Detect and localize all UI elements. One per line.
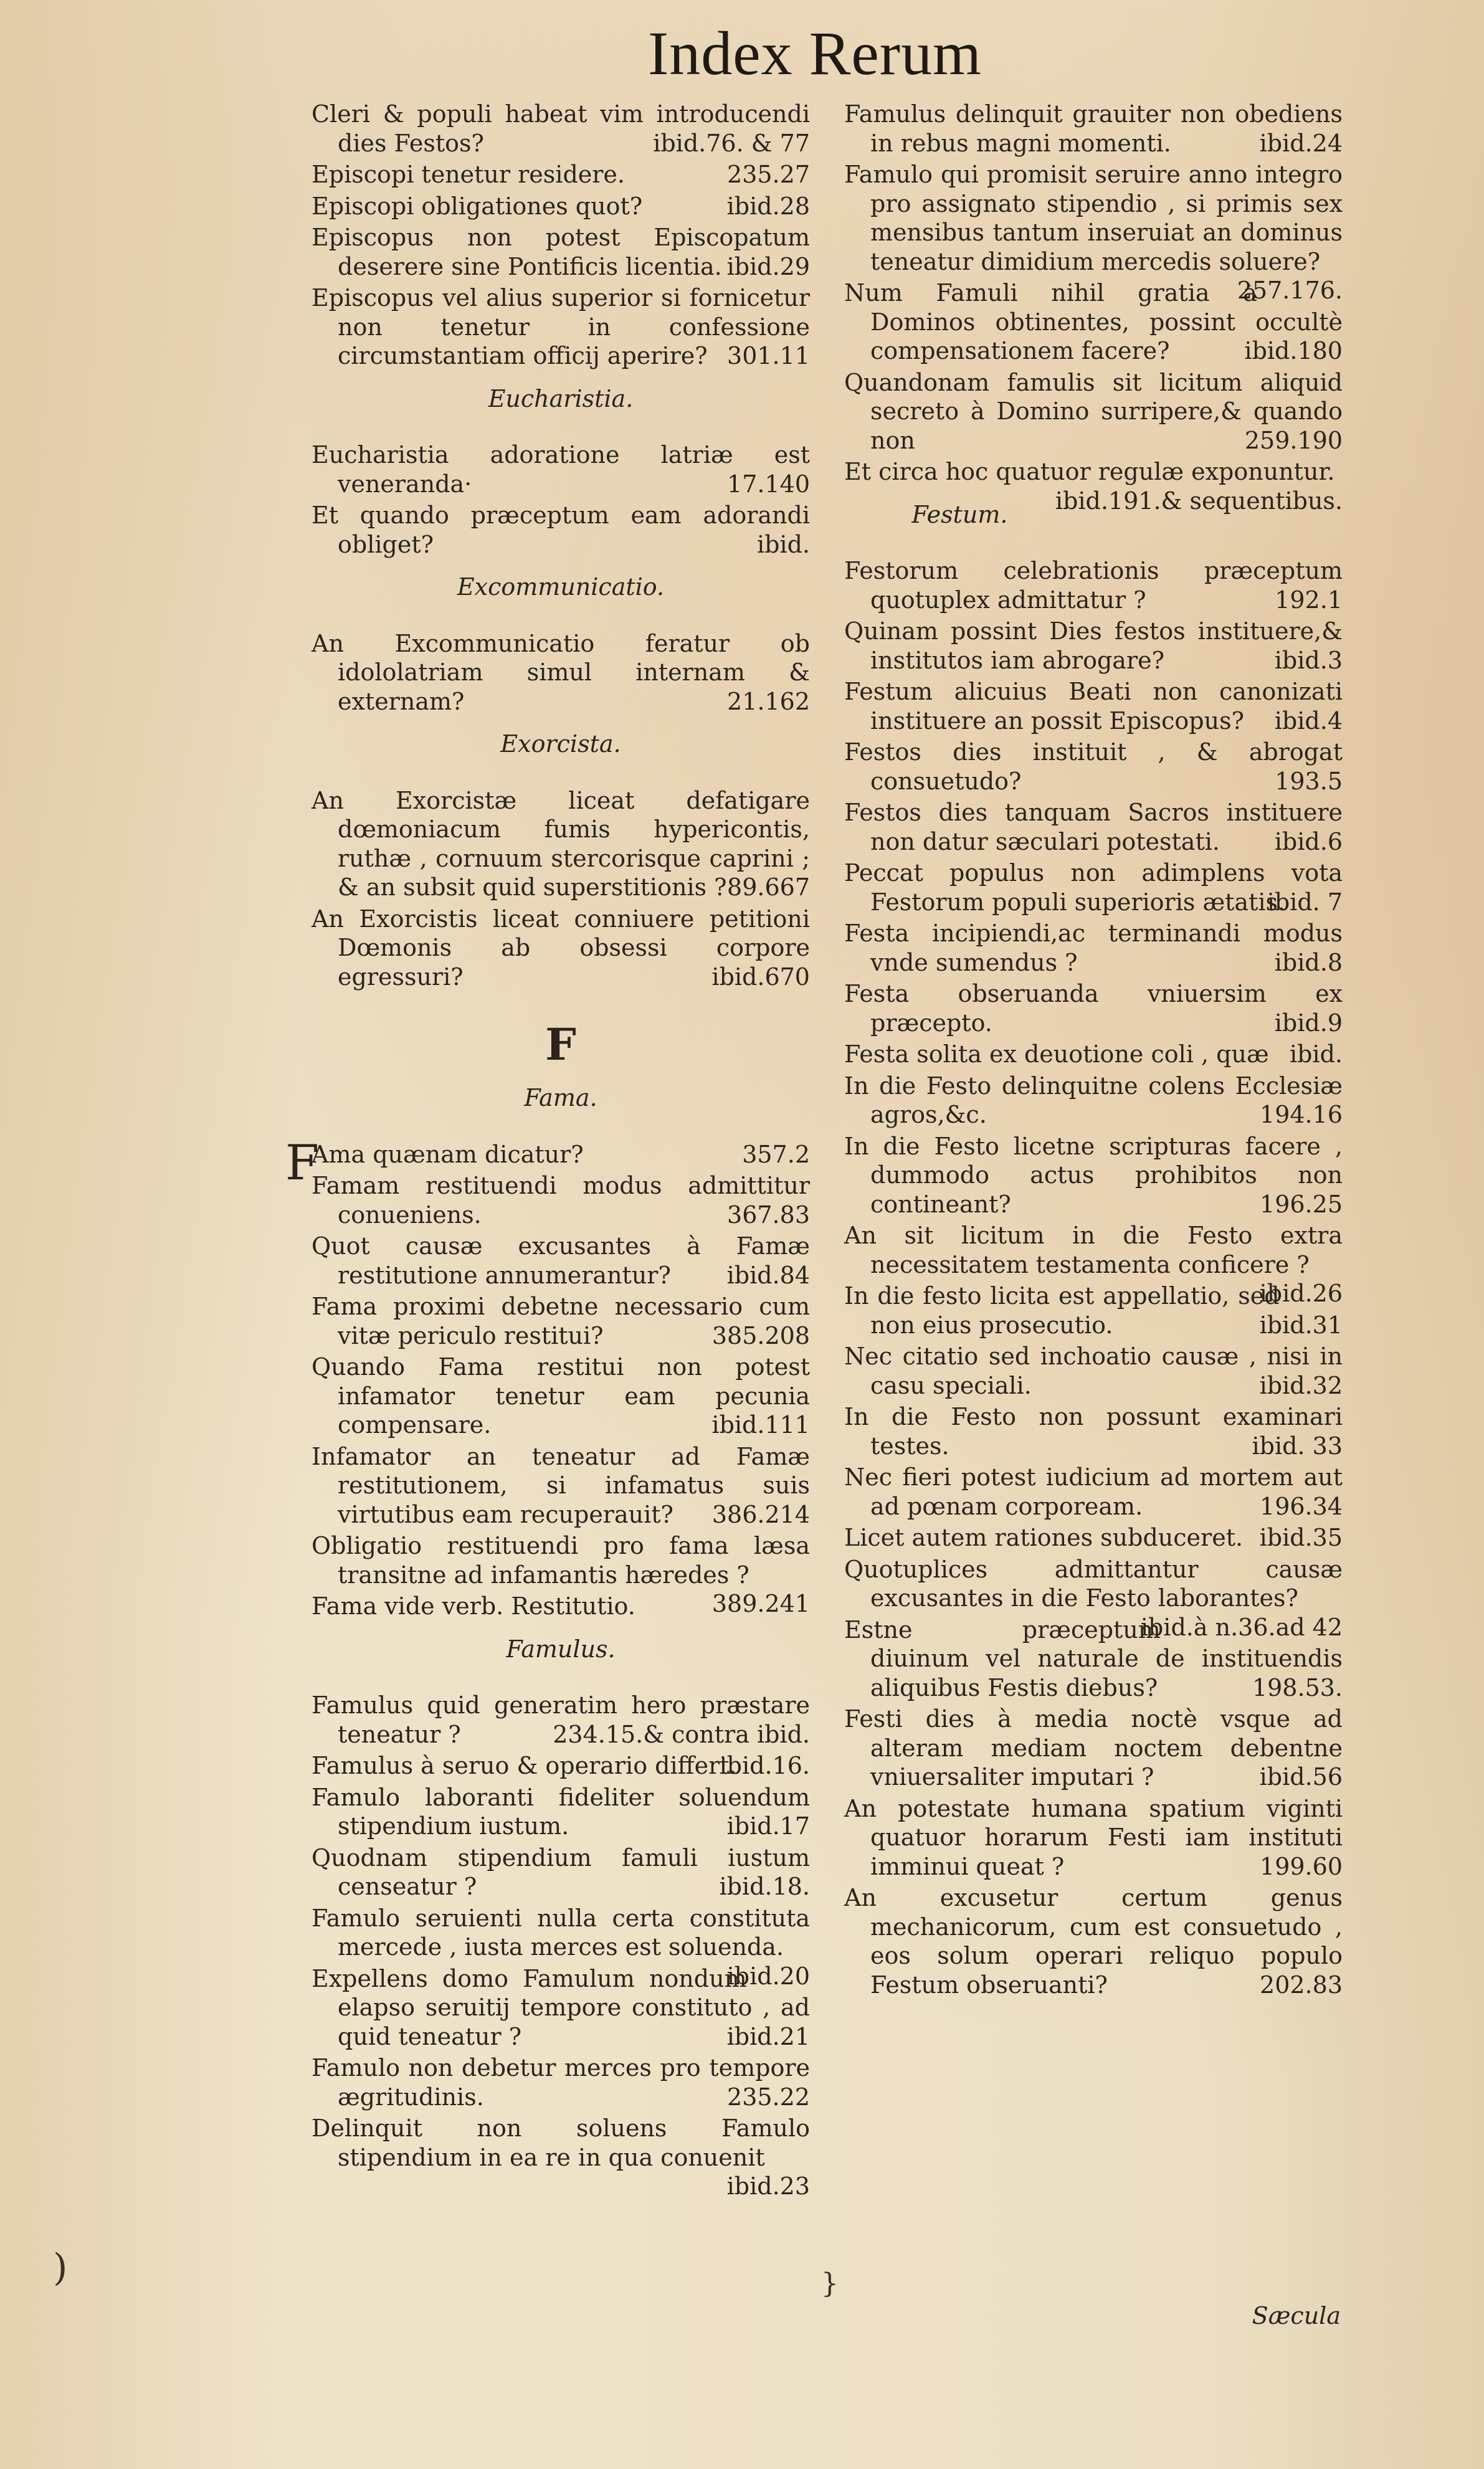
entry-text: Famulo laboranti fideliter soluendum stipendium iustum. bbox=[312, 1783, 810, 1840]
page-reference: ibid.191.& sequentibus. bbox=[1055, 487, 1343, 515]
index-entry bbox=[312, 1751, 810, 1781]
entry-text: Festa solita ex deuotione coli , quæ bbox=[844, 1040, 1269, 1068]
index-entry bbox=[844, 1072, 1343, 1130]
drop-cap: F bbox=[285, 1135, 320, 1191]
index-entry bbox=[844, 919, 1343, 977]
page-reference: ibid.18. bbox=[719, 1873, 810, 1900]
page-reference: ibid.20 bbox=[726, 1962, 810, 1990]
page-reference: 385.208 bbox=[711, 1321, 810, 1349]
index-column-left bbox=[285, 100, 810, 2201]
page-reference: 234.15.& contra ibid. bbox=[553, 1720, 810, 1748]
page-reference: 199.60 bbox=[1260, 1852, 1343, 1880]
entry-text: Nec fieri potest iudicium ad mortem aut ad pœnam corpoream. bbox=[844, 1463, 1343, 1520]
entry-text: Famulo non debetur merces pro tempore ægritudinis. bbox=[312, 2054, 810, 2111]
alphabet-letter-heading: F bbox=[545, 1019, 576, 1070]
page-reference: 301.11 bbox=[727, 342, 810, 369]
index-entry bbox=[844, 368, 1343, 455]
entry-text: Festos dies tanquam Sacros instituere non datur sæculari potestati. bbox=[844, 799, 1343, 855]
page-reference: ibid.8 bbox=[1274, 948, 1343, 976]
index-entry bbox=[312, 1964, 810, 2052]
page-reference: 193.5 bbox=[1275, 767, 1343, 795]
index-entry bbox=[844, 677, 1343, 735]
entry-text: Ama quænam dicatur? bbox=[312, 1140, 584, 1168]
page-reference: ibid.180 bbox=[1244, 337, 1343, 364]
page-title: Index Rerum bbox=[648, 19, 982, 88]
page-reference: ibid.à n.36.ad 42 bbox=[1140, 1613, 1343, 1641]
index-entry bbox=[844, 1883, 1343, 1999]
page-reference: ibid.111 bbox=[711, 1411, 810, 1439]
entry-text: Quandonam famulis sit licitum aliquid secreto à Domino surripere,& quando non bbox=[844, 368, 1343, 454]
index-entry bbox=[844, 738, 1343, 796]
page-reference: ibid.29 bbox=[726, 252, 810, 280]
page-reference: 357.2 bbox=[742, 1140, 810, 1168]
entry-text: Famulus quid generatim hero præstare teneatur ? bbox=[312, 1691, 810, 1748]
index-entry bbox=[312, 1783, 810, 1841]
entry-text: Fama proximi debetne necessario cum vitæ periculo restitui? bbox=[312, 1293, 810, 1349]
page-reference: ibid.32 bbox=[1259, 1371, 1343, 1399]
page-reference: ibid.76. & 77 bbox=[653, 129, 810, 157]
entry-text: Festa incipiendi,ac terminandi modus vnde sumendus ? bbox=[844, 920, 1343, 976]
entry-text: Famam restituendi modus admittitur conueniens. bbox=[312, 1172, 810, 1229]
index-entry bbox=[844, 1523, 1343, 1553]
page-reference: 21.162 bbox=[727, 687, 810, 715]
index-entry bbox=[312, 1171, 810, 1229]
index-entry bbox=[844, 160, 1343, 304]
index-entry bbox=[312, 1442, 810, 1529]
page-reference: 367.83 bbox=[727, 1201, 810, 1229]
index-entry bbox=[312, 786, 810, 902]
page-reference: 235.22 bbox=[727, 2083, 810, 2111]
index-entry bbox=[844, 798, 1343, 856]
page-reference: ibid.17 bbox=[726, 1812, 810, 1840]
entry-text: Festorum celebrationis præceptum quotuplex admittatur ? bbox=[844, 557, 1343, 614]
entry-text: Cleri & populi habeat vim introducendi dies Festos? bbox=[312, 100, 810, 157]
page-reference: 257.176. bbox=[1237, 277, 1343, 304]
index-entry bbox=[312, 1232, 810, 1290]
entry-text: Num Famuli nihil gratia à Dominos obtinentes, possint occultè compensationem facere? bbox=[844, 279, 1343, 364]
page-reference: ibid.28 bbox=[726, 192, 810, 220]
index-entry bbox=[312, 223, 810, 281]
index-entry bbox=[312, 283, 810, 371]
entry-text: Eucharistia adoratione latriæ est veneranda· bbox=[312, 441, 810, 498]
entry-text: In die Festo non possunt examinari testes. bbox=[844, 1403, 1343, 1460]
index-entry bbox=[312, 905, 810, 992]
page-reference: 89.667 bbox=[727, 873, 810, 901]
index-entry bbox=[844, 979, 1343, 1037]
entry-text: Famulus à seruo & operario differt. bbox=[312, 1752, 737, 1779]
margin-mark: ) bbox=[53, 2246, 68, 2290]
index-entry bbox=[844, 1221, 1343, 1307]
entry-text: Quodnam stipendium famuli iustum censeatur ? bbox=[312, 1843, 810, 1900]
entry-text: Et quando præceptum eam adorandi obliget? bbox=[312, 502, 810, 558]
entry-text: Quinam possint Dies festos instituere,& institutos iam abrogare? bbox=[844, 617, 1343, 674]
index-entry bbox=[312, 1353, 810, 1440]
entry-text: Episcopi tenetur residere. bbox=[312, 161, 625, 188]
entry-text: Quando Fama restitui non potest infamator tenetur eam pecunia compensare. bbox=[312, 1353, 810, 1439]
gutter-mark: } bbox=[821, 2268, 839, 2300]
entry-text: Infamator an teneatur ad Famæ restitutionem, si infamatus suis virtutibus eam recuperauit? bbox=[312, 1442, 810, 1528]
entry-text: An Exorcistis liceat conniuere petitioni Dœmonis ab obsessi corpore egressuri? bbox=[312, 905, 810, 991]
entry-text: Quot causæ excusantes à Famæ restitutione annumerantur? bbox=[312, 1232, 810, 1289]
page-reference: ibid.24 bbox=[1259, 129, 1343, 157]
page-reference: ibid.35 bbox=[1259, 1524, 1343, 1551]
section-heading: Famulus. bbox=[506, 1635, 616, 1663]
page-reference: 259.190 bbox=[1244, 426, 1343, 454]
catchword: Sæcula bbox=[1252, 2302, 1341, 2329]
entry-text: In die Festo licetne scripturas facere , dummodo actus prohibitos non contineant? bbox=[844, 1132, 1343, 1218]
index-entry bbox=[844, 1040, 1343, 1069]
entry-text: Famulo qui promisit seruire anno integro pro assignato stipendio , si primis sex mensibus tantum inseruiat an dominus teneatur dimidium mercedis soluere? bbox=[844, 161, 1343, 275]
index-entry bbox=[312, 440, 810, 498]
index-entry bbox=[844, 617, 1343, 675]
entry-text: An Excommunicatio feratur ob idololatriam simul internam & externam? bbox=[312, 629, 810, 715]
entry-text: Festum alicuius Beati non canonizati instituere an possit Episcopus? bbox=[844, 678, 1343, 735]
page-reference: 194.16 bbox=[1260, 1101, 1343, 1128]
entry-text: Peccat populus non adimplens vota Festorum populi superioris ætatis. bbox=[844, 859, 1343, 916]
entry-text: Fama vide verb. Restitutio. bbox=[312, 1592, 635, 1620]
index-entry bbox=[312, 160, 810, 189]
entry-text: In die Festo delinquitne colens Ecclesiæ agros,&c. bbox=[844, 1072, 1343, 1128]
section-heading: Exorcista. bbox=[500, 730, 621, 758]
entry-text: Expellens domo Famulum nondum elapso seruitij tempore constituto , ad quid teneatur ? bbox=[312, 1964, 810, 2050]
page-reference: ibid. 33 bbox=[1252, 1432, 1343, 1460]
index-entry bbox=[844, 1132, 1343, 1219]
section-heading: Eucharistia. bbox=[488, 384, 634, 412]
section-heading: Excommunicatio. bbox=[457, 573, 665, 601]
page-reference: 192.1 bbox=[1275, 586, 1343, 614]
page-reference: 198.53. bbox=[1252, 1673, 1343, 1701]
index-entry bbox=[285, 1135, 810, 1191]
index-entry bbox=[844, 1463, 1343, 1521]
entry-text: Famulo seruienti nulla certa constituta mercede , iusta merces est soluenda. bbox=[312, 1904, 810, 1961]
page-reference: ibid.9 bbox=[1274, 1009, 1343, 1037]
index-entry bbox=[312, 2053, 810, 2111]
page-reference: 17.140 bbox=[727, 470, 810, 498]
index-entry bbox=[844, 859, 1343, 916]
index-entry bbox=[844, 1402, 1343, 1460]
entry-text: Festa obseruanda vniuersim ex præcepto. bbox=[844, 980, 1343, 1037]
index-entry bbox=[312, 1691, 810, 1749]
page-reference: ibid.31 bbox=[1259, 1311, 1343, 1339]
page-reference: ibid.6 bbox=[1274, 827, 1343, 855]
index-column-right bbox=[844, 100, 1343, 2002]
index-entry bbox=[312, 1904, 810, 1990]
page-reference: ibid.84 bbox=[726, 1261, 810, 1289]
page-reference: 202.83 bbox=[1260, 1971, 1343, 1999]
page-reference: ibid.4 bbox=[1274, 706, 1343, 735]
page-reference: ibid.23 bbox=[726, 2172, 810, 2200]
entry-text: Festi dies à media noctè vsque ad alteram mediam noctem debentne vniuersaliter imputari ? bbox=[844, 1705, 1343, 1791]
entry-text: Festos dies instituit , & abrogat consuetudo? bbox=[844, 738, 1343, 795]
index-entry bbox=[312, 192, 810, 221]
entry-text: Quotuplices admittantur causæ excusantes in die Festo laborantes? bbox=[844, 1555, 1343, 1612]
section-heading: Festum. bbox=[911, 500, 1008, 528]
page-reference: ibid.3 bbox=[1274, 646, 1343, 674]
entry-text: Nec citatio sed inchoatio causæ , nisi in casu speciali. bbox=[844, 1343, 1343, 1399]
index-entry bbox=[844, 1342, 1343, 1400]
index-entry bbox=[844, 1555, 1343, 1641]
entry-text: Et circa hoc quatuor regulæ exponuntur. bbox=[844, 458, 1335, 485]
entry-text: An Exorcistæ liceat defatigare dœmoniacum fumis hypericontis, ruthæ , cornuum stercorisque caprini ; & an subsit quid superstitionis ? bbox=[312, 786, 810, 901]
index-entry bbox=[844, 100, 1343, 158]
page-reference: ibid.26 bbox=[1259, 1280, 1343, 1307]
index-entry bbox=[312, 1843, 810, 1901]
index-entry bbox=[312, 501, 810, 559]
page-reference: ibid.670 bbox=[711, 963, 810, 991]
page-reference: ibid. bbox=[756, 530, 810, 558]
index-entry bbox=[312, 2114, 810, 2200]
index-entry bbox=[312, 1292, 810, 1350]
entry-text: Episcopus vel alius superior si fornicetur non tenetur in confessione circumstantiam officij aperire? bbox=[312, 284, 810, 369]
entry-text: An sit licitum in die Festo extra necessitatem testamenta conficere ? bbox=[844, 1222, 1343, 1278]
entry-text: Episcopi obligationes quot? bbox=[312, 192, 643, 220]
index-entry bbox=[844, 556, 1343, 614]
page-reference: ibid.16. bbox=[719, 1752, 810, 1779]
index-entry bbox=[844, 1282, 1343, 1339]
page-reference: 389.241 bbox=[711, 1590, 810, 1617]
page-reference: 386.214 bbox=[711, 1500, 810, 1528]
page-reference: 196.25 bbox=[1260, 1190, 1343, 1218]
entry-text: Famulus delinquit grauiter non obediens in rebus magni momenti. bbox=[844, 100, 1343, 157]
entry-text: Episcopus non potest Episcopatum deserere sine Pontificis licentia. bbox=[312, 224, 810, 280]
section-heading: Fama. bbox=[524, 1084, 597, 1111]
page-reference: ibid. bbox=[1289, 1040, 1343, 1068]
entry-text: Obligatio restituendi pro fama læsa transitne ad infamantis hæredes ? bbox=[312, 1532, 810, 1589]
page-reference: ibid.21 bbox=[726, 2022, 810, 2050]
page-reference: ibid. 7 bbox=[1267, 888, 1343, 916]
entry-text: An excusetur certum genus mechanicorum, cum est consuetudo , eos solum operari reliquo populo Festum obseruanti? bbox=[844, 1884, 1343, 1999]
index-entry bbox=[312, 100, 810, 158]
entry-text: In die festo licita est appellatio, sed non eius prosecutio. bbox=[844, 1282, 1280, 1339]
entry-text: An potestate humana spatium viginti quatuor horarum Festi iam instituti imminui queat ? bbox=[844, 1794, 1343, 1880]
index-entry bbox=[312, 629, 810, 716]
page-reference: 196.34 bbox=[1260, 1492, 1343, 1520]
page-reference: 235.27 bbox=[727, 161, 810, 188]
page-reference: ibid.56 bbox=[1259, 1763, 1343, 1791]
entry-text: Estne præceptum diuinum vel naturale de instituendis aliquibus Festis diebus? bbox=[844, 1615, 1343, 1701]
entry-text: Delinquit non soluens Famulo stipendium in ea re in qua conuenit bbox=[312, 2115, 810, 2171]
entry-text: Licet autem rationes subduceret. bbox=[844, 1524, 1244, 1551]
index-entry bbox=[844, 1705, 1343, 1792]
index-entry bbox=[844, 1794, 1343, 1881]
